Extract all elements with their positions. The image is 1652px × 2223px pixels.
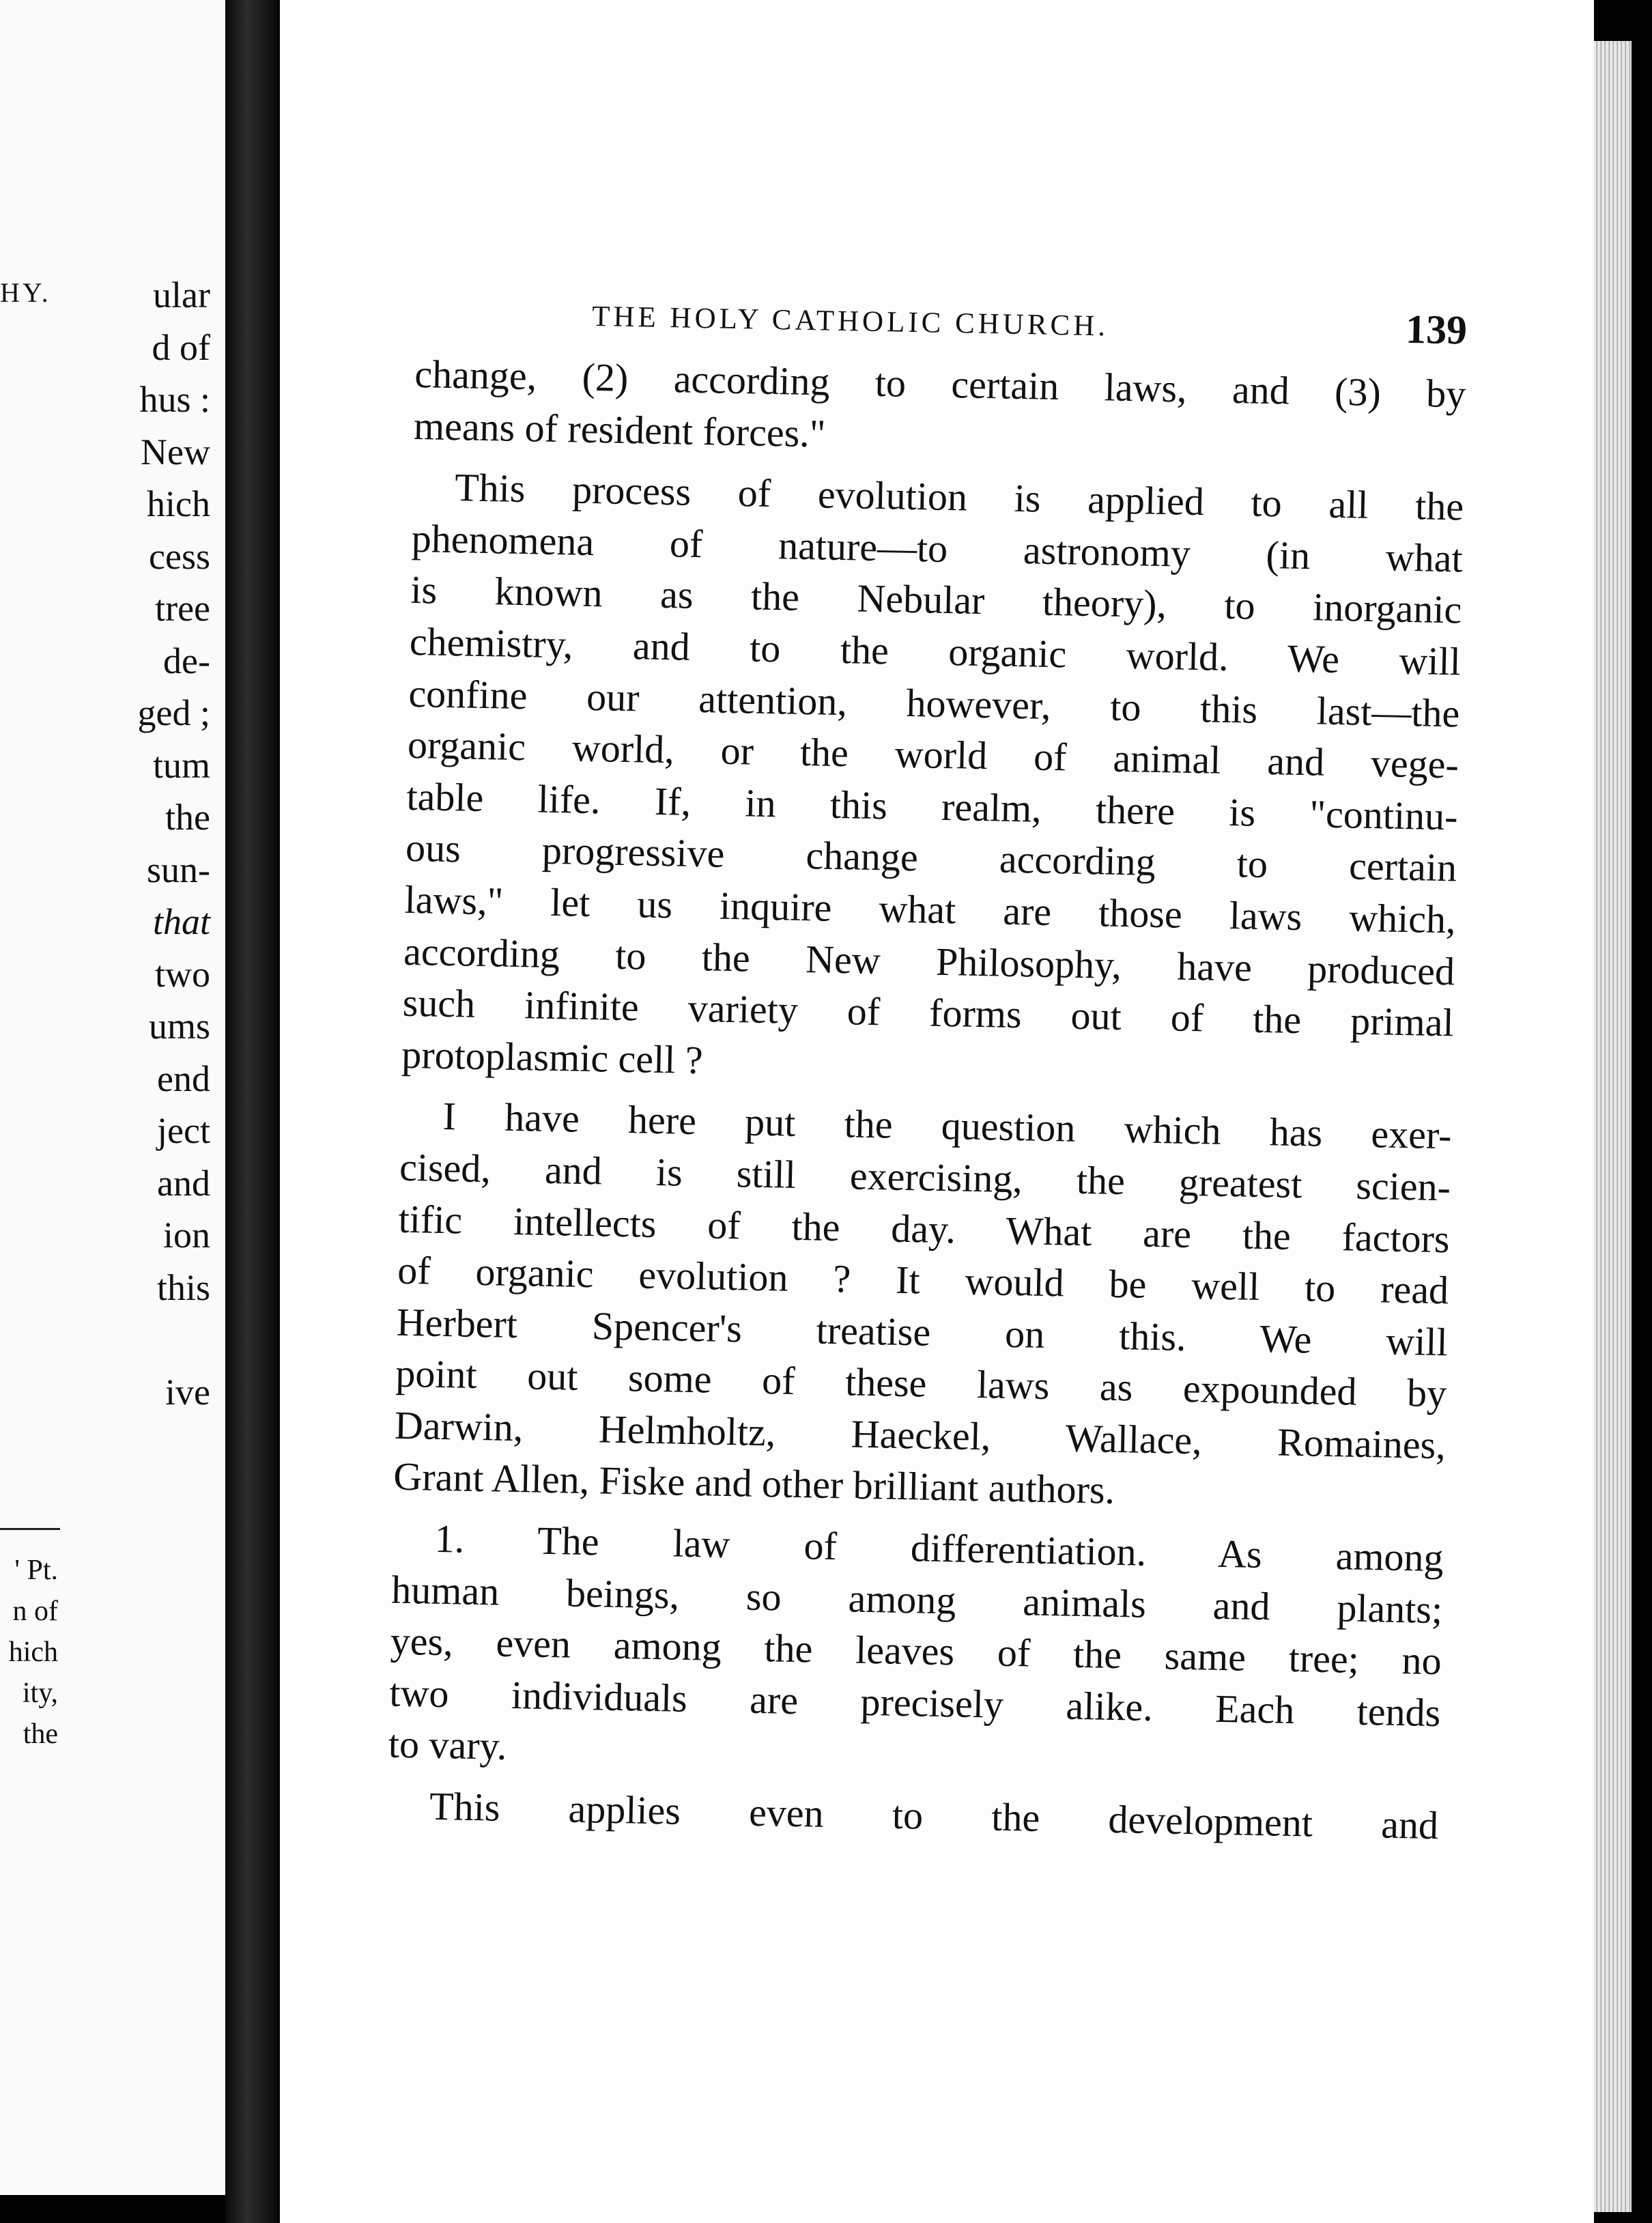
left-line: ular [153,274,210,315]
text-line: according to the New Philosophy, have produced [403,929,1455,993]
footnote-line: ity, [22,1677,58,1709]
text-line: of organic evolution ? It would be well to read [397,1247,1449,1313]
left-line: d of [152,326,210,368]
footnote-line: the [23,1718,58,1750]
text-line: This applies even to the development and [429,1783,1439,1848]
text-line: ous progressive change according to certain [405,825,1457,890]
right-page [280,0,1594,2223]
left-line: ged ; [137,692,210,733]
text-line: change, (2) according to certain laws, and (3) by [414,351,1466,416]
text-line: two individuals are precisely alike. Each tends [388,1670,1441,1736]
left-line [138,1314,210,1366]
text-line: table life. If, in this realm, there is "continu- [406,774,1459,839]
left-line: de- [163,640,210,681]
paragraph [413,348,1466,472]
left-line: ums [148,1006,210,1047]
left-page-line-endings [138,269,210,1418]
text-line: yes, even among the leaves of the same tree; no [390,1618,1442,1684]
footnote-line: ' Pt. [14,1555,58,1586]
left-line: end [157,1058,210,1099]
left-line: ion [162,1215,210,1256]
text-line: Grant Allen, Fiske and other brilliant authors. [393,1454,1115,1513]
footnote-rule [0,1528,60,1530]
text-line: This process of evolution is applied to all the [454,465,1464,529]
text-line: means of resident forces." [413,403,827,456]
left-line: this [156,1266,210,1308]
paragraph [393,1090,1452,1523]
text-line: phenomena of nature—to astronomy (in what [411,515,1464,581]
left-line: the [165,797,210,838]
footnote-line: hich [8,1637,58,1668]
text-line: chemistry, and to the organic world. We will [409,619,1462,684]
page-number: 139 [1405,306,1468,353]
left-line: New [141,431,210,472]
text-line: such infinite variety of forms out of the primal [402,980,1455,1045]
left-line: and [157,1162,210,1204]
text-line: human beings, so among animals and plants; [390,1567,1443,1632]
left-line: ject [157,1110,210,1151]
text-line: cised, and is still exercising, the greatest scien- [399,1144,1451,1210]
book-gutter [225,0,280,2223]
left-line: hich [147,483,210,524]
left-line: tree [155,588,210,629]
left-line: sun- [147,849,210,890]
text-line: point out some of these laws as expounded by [395,1350,1447,1416]
text-line: confine our attention, however, to this last—the [408,670,1460,736]
paragraph [388,1512,1444,1790]
paragraph [401,461,1464,1101]
left-line: cess [149,535,210,577]
text-line: organic world, or the world of animal and vege- [407,722,1459,787]
text-line: 1. The law of differentiation. As among [434,1516,1444,1581]
left-line: that [152,901,210,942]
text-line: tific intellects of the day. What are the factors [398,1196,1451,1261]
left-line: tum [152,744,210,786]
left-page [0,0,225,2195]
left-line: ive [165,1371,210,1413]
left-footnotes [9,1550,58,1755]
left-line: two [155,953,210,995]
page-text-block [387,287,1468,1852]
left-line: hus : [139,379,210,420]
running-head-title: THE HOLY CATHOLIC CHURCH. [591,300,1109,343]
text-line: Herbert Spencer's treatise on this. We will [396,1299,1449,1364]
text-line: Darwin, Helmholtz, Haeckel, Wallace, Romaines, [394,1402,1447,1468]
left-running-head-fragment: HY. [0,277,51,308]
text-line: to vary. [388,1722,508,1769]
text-line: is known as the Nebular theory), to inorganic [410,567,1462,632]
text-line: protoplasmic cell ? [401,1032,704,1082]
text-line: I have here put the question which has exer- [442,1094,1453,1158]
page-edges [1594,41,1632,2212]
footnote-line: n of [12,1596,58,1627]
text-line: laws," let us inquire what are those laws which, [404,877,1457,942]
